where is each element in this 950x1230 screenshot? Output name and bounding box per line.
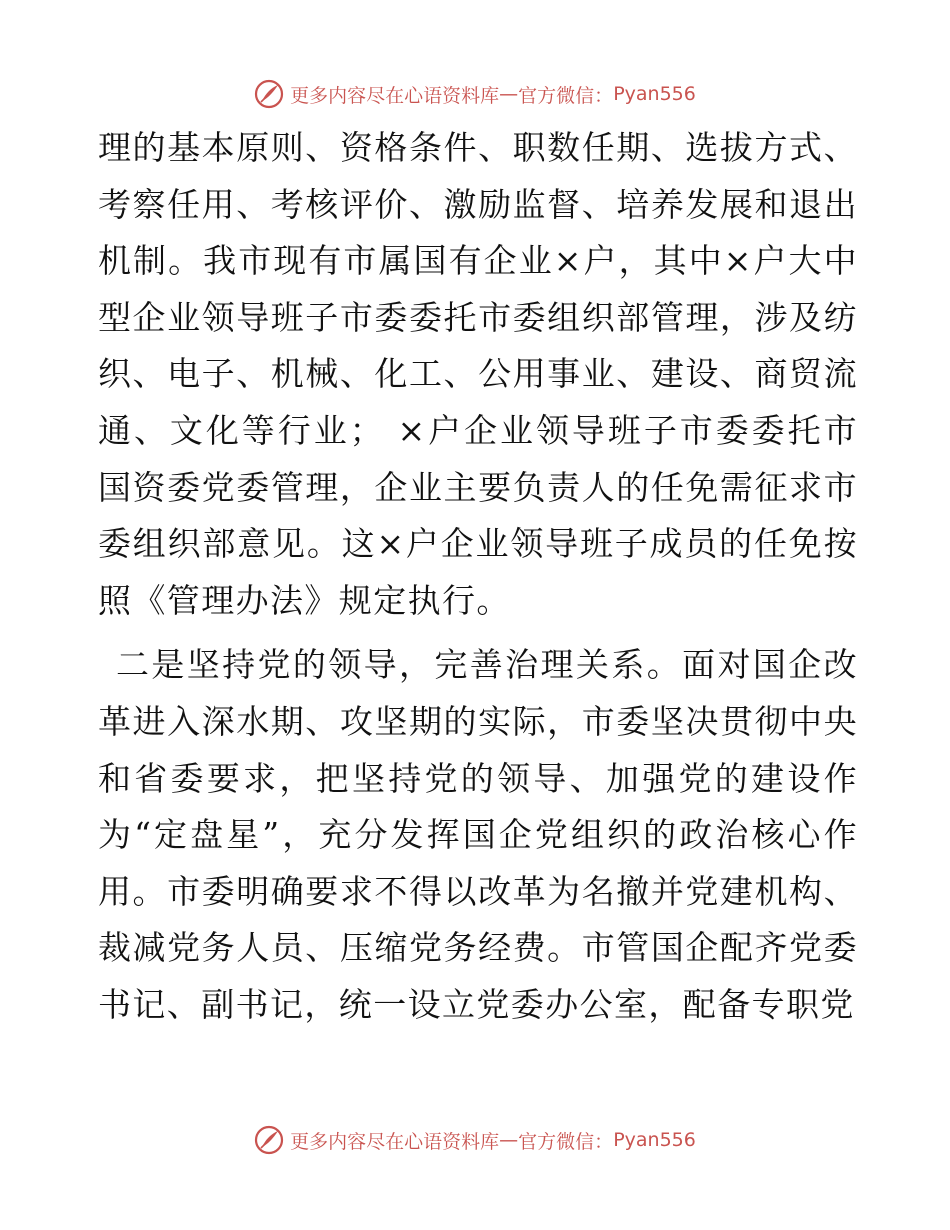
watermark-separator: — [499,83,519,105]
watermark-wechat-id: Pyan556 [613,1129,696,1151]
document-body [98,120,858,1034]
paragraph-2: 二是坚持党的领导，完善治理关系。面对国企改革进入深水期、攻坚期的实际，市委坚决贯彻中央和省委要求，把坚持党的领导、加强党的建设作为“定盘星”，充分发挥国企党组织的政治核心作用。市委明确要求不得以改革为名撤并党建机构、裁减党务人员、压缩党务经费。市管国企配齐党委书记、副书记，统一设立党委办公室，配备专职党 [98,645,858,1024]
footer-watermark [0,1120,950,1160]
watermark-wechat-label: 官方微信： [518,1130,614,1153]
watermark-separator: — [499,1129,519,1151]
header-watermark [0,74,950,114]
quill-logo-icon [254,79,284,109]
watermark-wechat-id: Pyan556 [613,83,696,105]
quill-logo-icon [254,1125,284,1155]
watermark-main-text: 更多内容尽在心语资料库 [290,1130,500,1153]
watermark-main-text: 更多内容尽在心语资料库 [290,84,500,107]
paragraph-1: 理的基本原则、资格条件、职数任期、选拔方式、考察任用、考核评价、激励监督、培养发展和退出机制。我市现有市属国有企业×户，其中×户大中型企业领导班子市委委托市委组织部管理，涉及纺织、电子、机械、化工、公用事业、建设、商贸流通、文化等行业； ×户企业领导班子市委委托市国资委党委管理，企业主要负责人的任免需征求市委组织部意见。这×户企业领导班子成员的任免按照《管理办法》规定执行。 [98,128,858,620]
watermark-wechat-label: 官方微信： [518,84,614,107]
